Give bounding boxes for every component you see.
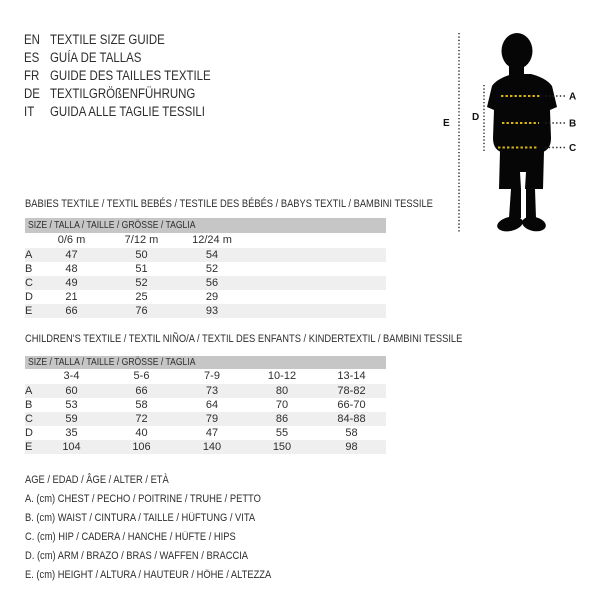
value-cell bbox=[317, 290, 386, 304]
silhouette-shirt bbox=[487, 74, 557, 152]
value-cell: 86 bbox=[275, 413, 289, 425]
table-row bbox=[25, 262, 386, 276]
value-cell: 54 bbox=[205, 249, 219, 261]
value-cell: 52 bbox=[205, 263, 219, 275]
language-code: ES bbox=[24, 50, 40, 65]
language-label: GUIDE DES TAILLES TEXTILE bbox=[50, 68, 211, 83]
value-cell: 104 bbox=[62, 441, 81, 453]
row-label-cell: C bbox=[25, 277, 33, 289]
value-cell: 25 bbox=[135, 291, 148, 303]
value-cell: 35 bbox=[65, 427, 78, 439]
babies-size-header-bar bbox=[25, 218, 386, 233]
value-cell: 58 bbox=[135, 399, 148, 411]
value-cell: 72 bbox=[135, 413, 148, 425]
label-waist-B: B bbox=[569, 118, 577, 130]
value-cell: 56 bbox=[205, 277, 219, 289]
table-row bbox=[25, 248, 386, 262]
value-cell: 93 bbox=[205, 305, 219, 317]
value-cell: 3-4 bbox=[37, 369, 106, 384]
children-table-title-text: CHILDREN'S TEXTILE / TEXTIL NIÑO/A / TEXTIL DES ENFANTS / KINDERTEXTIL / BAMBINI TESSILE bbox=[25, 333, 463, 345]
table-row bbox=[25, 304, 386, 318]
table-row bbox=[25, 276, 386, 290]
value-cell: 29 bbox=[205, 291, 219, 303]
language-code: IT bbox=[24, 104, 35, 119]
value-cell: 49 bbox=[65, 277, 78, 289]
silhouette-right-foot bbox=[521, 215, 547, 234]
language-row bbox=[24, 85, 239, 103]
value-cell: 12/24 m bbox=[177, 233, 247, 248]
value-cell: 7/12 m bbox=[106, 233, 177, 248]
value-cell: 48 bbox=[65, 263, 78, 275]
value-cell: 59 bbox=[65, 413, 78, 425]
value-cell bbox=[247, 290, 317, 304]
value-cell: 73 bbox=[205, 385, 219, 397]
value-cell bbox=[247, 304, 317, 318]
legend-item bbox=[25, 547, 315, 566]
value-cell: 47 bbox=[65, 249, 78, 261]
language-label: GUÍA DE TALLAS bbox=[50, 50, 142, 65]
language-row bbox=[24, 103, 239, 121]
value-cell: 78-82 bbox=[337, 385, 366, 397]
value-cell: 53 bbox=[65, 399, 78, 411]
value-cell: 51 bbox=[135, 263, 148, 275]
value-cell: 140 bbox=[202, 441, 222, 453]
value-cell bbox=[317, 304, 386, 318]
silhouette-left-leg bbox=[509, 189, 521, 218]
value-cell bbox=[317, 248, 386, 262]
measurement-legend bbox=[25, 471, 315, 585]
row-label-cell: B bbox=[25, 263, 33, 275]
table-row bbox=[25, 384, 386, 398]
legend-item bbox=[25, 509, 315, 528]
value-cell: 40 bbox=[135, 427, 148, 439]
column-header-row bbox=[25, 233, 386, 248]
row-label-cell: C bbox=[25, 413, 33, 425]
legend-age-text: AGE / EDAD / ÂGE / ALTER / ETÀ bbox=[25, 474, 169, 486]
children-size-header-bar bbox=[25, 356, 386, 369]
value-cell: 47 bbox=[205, 427, 219, 439]
value-cell: 150 bbox=[272, 441, 292, 453]
value-cell: 5-6 bbox=[106, 369, 177, 384]
table-row bbox=[25, 412, 386, 426]
legend-age-line bbox=[25, 471, 315, 490]
row-label-cell: E bbox=[25, 441, 33, 453]
value-cell: 80 bbox=[275, 385, 289, 397]
label-hip-C: C bbox=[569, 143, 577, 154]
children-size-header-text: SIZE / TALLA / TAILLE / GRÖSSE / TAGLIA bbox=[28, 356, 196, 368]
value-cell: 76 bbox=[135, 305, 148, 317]
legend-item-text: B. (cm) WAIST / CINTURA / TAILLE / HÜFTUNG / VITA bbox=[25, 512, 256, 524]
row-label-cell: D bbox=[25, 291, 33, 303]
value-cell bbox=[247, 276, 317, 290]
language-code: DE bbox=[24, 86, 40, 101]
value-cell bbox=[317, 233, 386, 248]
value-cell: 66 bbox=[65, 305, 78, 317]
legend-item-text: C. (cm) HIP / CADERA / HANCHE / HÜFTE / HIPS bbox=[25, 531, 236, 543]
row-label-cell: A bbox=[25, 385, 33, 397]
legend-items bbox=[25, 490, 315, 585]
babies-size-table bbox=[25, 233, 386, 318]
value-cell: 84-88 bbox=[337, 413, 366, 425]
value-cell: 55 bbox=[275, 427, 289, 439]
children-size-table bbox=[25, 369, 386, 454]
babies-table-title bbox=[25, 198, 505, 210]
row-label-cell: E bbox=[25, 305, 33, 317]
language-code: EN bbox=[24, 32, 40, 47]
language-row bbox=[24, 67, 239, 85]
language-code: FR bbox=[24, 68, 40, 83]
row-label-cell: A bbox=[25, 249, 33, 261]
silhouette-right-leg bbox=[526, 189, 536, 218]
table-row bbox=[25, 440, 386, 454]
language-row bbox=[24, 31, 239, 49]
row-label-cell: D bbox=[25, 427, 33, 439]
value-cell: 66-70 bbox=[337, 399, 366, 411]
value-cell: 10-12 bbox=[247, 369, 317, 384]
row-label-cell: B bbox=[25, 399, 33, 411]
value-cell: 7-9 bbox=[177, 369, 247, 384]
language-label: TEXTILGRÖßENFÜHRUNG bbox=[50, 86, 196, 101]
silhouette-head bbox=[502, 33, 533, 69]
row-label-cell bbox=[25, 233, 37, 248]
value-cell: 98 bbox=[345, 441, 358, 453]
value-cell bbox=[317, 276, 386, 290]
value-cell: 58 bbox=[345, 427, 358, 439]
value-cell: 70 bbox=[275, 399, 289, 411]
value-cell: 13-14 bbox=[317, 369, 386, 384]
value-cell bbox=[317, 262, 386, 276]
value-cell bbox=[247, 262, 317, 276]
legend-item bbox=[25, 490, 315, 509]
legend-item-text: E. (cm) HEIGHT / ALTURA / HAUTEUR / HÖHE / ALTEZZA bbox=[25, 569, 272, 581]
value-cell bbox=[247, 233, 317, 248]
legend-item bbox=[25, 566, 315, 585]
label-arm-D: D bbox=[472, 112, 480, 123]
value-cell: 64 bbox=[205, 399, 219, 411]
row-label-cell bbox=[25, 369, 37, 384]
babies-size-header-text: SIZE / TALLA / TAILLE / GRÖSSE / TAGLIA bbox=[28, 219, 196, 231]
silhouette-shorts bbox=[499, 151, 544, 189]
legend-item bbox=[25, 528, 315, 547]
table-row bbox=[25, 426, 386, 440]
value-cell: 0/6 m bbox=[37, 233, 106, 248]
value-cell: 21 bbox=[65, 291, 78, 303]
language-list bbox=[24, 31, 239, 121]
legend-item-text: D. (cm) ARM / BRAZO / BRAS / WAFFEN / BRACCIA bbox=[25, 550, 249, 562]
value-cell: 106 bbox=[132, 441, 151, 453]
column-header-row bbox=[25, 369, 386, 384]
children-table-title bbox=[25, 333, 540, 345]
label-height-E: E bbox=[443, 118, 450, 129]
value-cell: 52 bbox=[135, 277, 148, 289]
value-cell: 66 bbox=[135, 385, 148, 397]
value-cell: 79 bbox=[205, 413, 219, 425]
legend-item-text: A. (cm) CHEST / PECHO / POITRINE / TRUHE / PETTO bbox=[25, 493, 261, 505]
value-cell bbox=[247, 248, 317, 262]
babies-table-title-text: BABIES TEXTILE / TEXTIL BEBÉS / TESTILE DES BÉBÉS / BABYS TEXTIL / BAMBINI TESSILE bbox=[25, 198, 433, 210]
language-row bbox=[24, 49, 239, 67]
label-chest-A: A bbox=[569, 91, 577, 103]
language-label: TEXTILE SIZE GUIDE bbox=[50, 32, 165, 47]
value-cell: 60 bbox=[65, 385, 78, 397]
table-row bbox=[25, 290, 386, 304]
language-label: GUIDA ALLE TAGLIE TESSILI bbox=[50, 104, 205, 119]
value-cell: 50 bbox=[135, 249, 148, 261]
table-row bbox=[25, 398, 386, 412]
